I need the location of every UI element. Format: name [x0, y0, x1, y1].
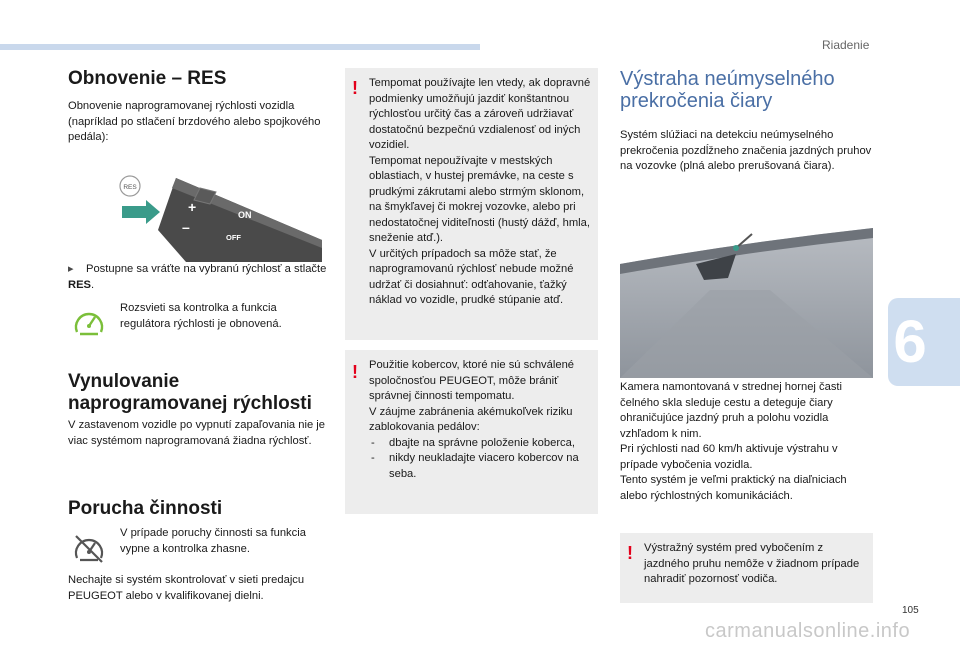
res-keyword: RES	[68, 278, 92, 291]
section-name: Riadenie	[822, 38, 870, 52]
heading-lane-departure: Výstraha neúmyselného prekročenia čiary	[620, 68, 835, 112]
heading-restore: Obnovenie – RES	[68, 68, 227, 89]
step-arrow-icon: ▸	[68, 263, 74, 275]
camera-line: Tento systém je veľmi praktický na diaľniciach alebo rýchlostných komunikáciách.	[620, 474, 847, 502]
arrow-icon	[122, 200, 160, 224]
page-number: 105	[902, 605, 919, 616]
lane-intro-paragraph: Systém slúžiaci na detekciu neúmyselného prekročenia pozdĺžneho značenia jazdných pruhov na vozovke (plná alebo prerušovaná čiara).	[620, 129, 872, 172]
chapter-tab	[888, 298, 960, 386]
cruise-control-lamp-icon	[72, 306, 106, 340]
warning-icon: !	[627, 543, 633, 563]
step-instruction: ▸ Postupne sa vráťte na vybranú rýchlosť a stlačte RES.	[68, 263, 327, 291]
warning-box-mats	[345, 350, 598, 514]
camera-line: Kamera namontovaná v strednej hornej časti čelného skla sleduje cestu a deteguje čiary ohraničujúce jazdný pruh a polohu vozidla vzhľadom k nim.	[620, 381, 843, 440]
service-paragraph: Nechajte si systém skontrolovať v sieti predajcu PEUGEOT alebo v kvalifikovanej dielni.	[68, 574, 305, 602]
cruise-control-fault-icon	[72, 532, 106, 566]
lever-res-label: RES	[123, 184, 137, 191]
warning-box-lane	[620, 533, 873, 603]
heading-reset: Vynulovanie naprogramovanej rýchlosti	[68, 371, 312, 414]
warning-icon: !	[352, 362, 358, 382]
warning-icon: !	[352, 78, 358, 98]
warning-box-cruise	[345, 68, 598, 340]
lever-off-label: OFF	[226, 233, 241, 242]
warning2-line: V záujme zabránenia akémukoľvek riziku zablokovania pedálov:	[369, 405, 573, 433]
lever-on-label: ON	[238, 210, 252, 220]
restore-paragraph: Obnovenie naprogramovanej rýchlosti vozidla (napríklad po stlačení brzdového alebo spojkového pedála):	[68, 100, 321, 143]
top-decor-bar	[0, 44, 480, 50]
camera-description	[620, 380, 875, 504]
warning3-text: Výstražný systém pred vybočením z jazdného pruhu nemôže v žiadnom prípade nahradiť pozornosť vodiča.	[644, 542, 860, 585]
warning1-line: Tempomat používajte len vtedy, ak dopravné podmienky umožňujú jazdiť konštantnou rýchlosťou určitý čas a zároveň udržiavať dostatočnú bezpečnú vzdialenosť od iných vozidiel.	[369, 77, 591, 151]
lever-plus-label: +	[188, 199, 197, 215]
windscreen-camera-illustration	[620, 228, 873, 378]
list-item: - dbajte na správne položenie koberca,	[369, 436, 593, 452]
watermark: carmanualsonline.info	[705, 620, 911, 642]
warning2-list	[369, 436, 593, 483]
heading-fault: Porucha činnosti	[68, 498, 223, 519]
warning2-line: Použitie kobercov, ktoré nie sú schválené spoločnosťou PEUGEOT, môže brániť správnej činnosti tempomatu.	[369, 359, 575, 402]
list-item: - nikdy neukladajte viacero kobercov na seba.	[369, 451, 593, 482]
reset-paragraph: V zastavenom vozidle po vypnutí zapaľovania nie je viac systémom naprogramovaná žiadna rýchlosť.	[68, 419, 326, 447]
fault-text: V prípade poruchy činnosti sa funkcia vypne a kontrolka zhasne.	[120, 527, 306, 555]
cruise-lever-illustration	[116, 170, 324, 262]
lamp-text: Rozsvieti sa kontrolka a funkcia regulátora rýchlosti je obnovená.	[120, 302, 282, 330]
chapter-number: 6	[893, 308, 927, 375]
camera-line: Pri rýchlosti nad 60 km/h aktivuje výstrahu v prípade vybočenia vozidla.	[620, 443, 838, 471]
warning1-line: Tempomat nepoužívajte v mestských oblastiach, v hustej premávke, na ceste s prudkými zákrutami alebo strmým sklonom, na šmykľavej či mokrej vozovke, alebo pri nedostatočnej viditeľnosti (hustý dážď, hmla, sneženie atď.).	[369, 154, 590, 244]
lever-minus-label: –	[182, 219, 190, 235]
warning1-line: V určitých prípadoch sa môže stať, že naprogramovanú rýchlosť nebude možné udržať či dosiahnuť: odťahovanie, ťažký náklad vo vozidle, prudké stúpanie atď.	[369, 247, 574, 306]
